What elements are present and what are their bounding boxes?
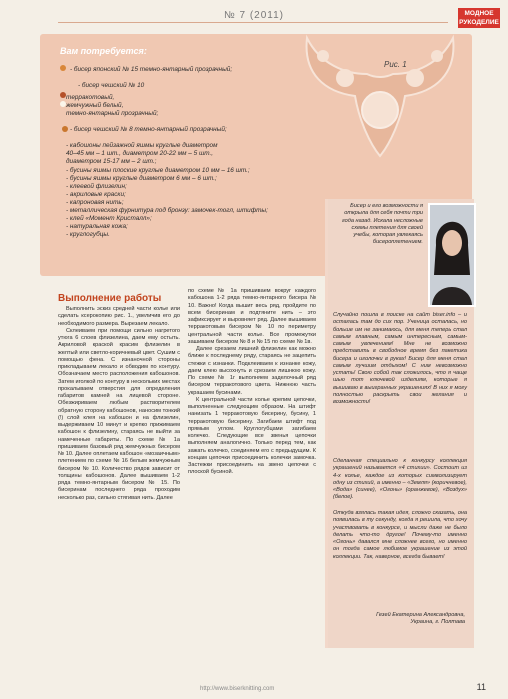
- bead-swatch: [60, 92, 66, 98]
- materials-item: - акриловые краски;: [66, 191, 126, 198]
- bead-swatch: [60, 101, 66, 107]
- sidebar-intro: Бисер и его возможности я открыла для себя почти три года назад. Искала несложные схемы плетения для своей учебы, которая увлекаясь бисероплетением.: [341, 203, 423, 246]
- text-column-2: [188, 288, 316, 477]
- magazine-logo: [458, 8, 500, 28]
- col2-para: Далее срезаем лишний флизелин как можно ближе к последнему ряду, стараясь не зацепить стежки с изнанки. Подклеиваем к изнанке кожу, даем клею высохнуть и срезаем лишнюю кожу. По схеме № 1г выполняем заделочный ряд бисером терракотового цвета. Нижнюю часть украшаем бусинами.: [188, 346, 316, 396]
- bead-swatch: [60, 65, 66, 71]
- materials-item: - клей «Момент Кристалл»;: [66, 215, 152, 222]
- materials-item: - клеевой флизелин;: [66, 183, 127, 190]
- logo-line2: РУКОДЕЛИЕ: [459, 19, 499, 26]
- materials-item: - бисер чешский № 8 темно-янтарный прозрачный;: [70, 126, 227, 133]
- author-place: Украина, г. Полтава: [410, 619, 465, 626]
- materials-title: Вам потребуется:: [60, 46, 147, 56]
- header-divider: [58, 22, 448, 23]
- col2-para: К центральной части колье крепим цепочки, выполненные следующим образом. На штифт нанизать 1 терракотовую бисерину, бусину, 1 терракотовую бисерину. Загибаем штифт под прямым углом. Круглогубцами загибаем колечко. Следующие все звенья цепочки выполняем аналогично. Только перед тем, как зажать колечко, соединяем его с предыдущим. К концам цепочки присоединить колечки замочка. Застежки присоединить на звено цепочки с плоской бусиной.: [188, 396, 316, 476]
- sidebar-para: Сделанная специально к конкурсу коллекция украшений называется «4 стихии». Состоит из 4-х колье, каждое из которых символизирует одну из стихий, а именно – «Земля» (коричневое), «Вода» (синее), «Огонь» (оранжевое), «Воздух» (белое).: [333, 458, 467, 501]
- materials-item: - бисер чешский № 10: [78, 82, 145, 89]
- col2-para: по схеме № 1а пришиваем вокруг каждого кабошона 1-2 ряда темно-янтарного бисера № 10. Важно! Когда вышит весь ряд, пройдите по всем бисеринам и подтяните нить – это зафиксирует и выровняет ряд. Далее вышиваем терракотовым бисером № 10 по периметру центральной части колье. Все промежутки зашиваем бисером № 8 и № 15 по схеме № 1в.: [188, 288, 316, 345]
- author-credit: [333, 612, 465, 627]
- materials-item: - металлическая фурнитура под бронзу: замочек-тогл, штифты;: [66, 207, 268, 214]
- materials-item: темно-янтарный прозрачный;: [66, 110, 159, 117]
- issue-number: № 7 (2011): [223, 10, 284, 21]
- author-name: Гезей Екатерина Александровна,: [376, 612, 465, 618]
- materials-item: 40–45 мм – 1 шт., диаметром 20-22 мм – 5 шт.,: [66, 150, 214, 157]
- footer-url: http://www.biserknitting.com: [200, 686, 275, 692]
- bead-swatch: [62, 126, 68, 132]
- materials-item: - бусины яшмы круглые диаметром 6 мм – 6 шт.;: [66, 175, 217, 182]
- col1-para: Склеиваем при помощи сильно нагретого утюга 6 слоев флизелина, даем ему остыть. Акриловой краской красим флизелин в желтый или светло-коричневый цвет. Сушим с помощью фена. С изнаночной стороны прикладываем лекало и обводим по контуру. Обозначаем место расположения кабошонов. Затем иголкой по контуру в нескольких местах прокалываем отверстия для определения габаритов камней на лицевой стороне. Обезжириваем любым растворителем обратную сторону кабошонов, наносим тонкий (!) слой клея на кабошон и на флизелин, выдерживаем 10 минут и крепко прижимаем кабошон к флизелину, стараясь не выйти за намеченные габариты. По схеме № 1а пришиваем базовый ряд жемчужных бисером № 10. Далее оплетаем кабошон «мозаичным» плетением по схеме № 16 белым жемчужным бисером № 10. Количество рядов зависит от толщины кабошонов. Далее вышиваем 1-2 ряда темно-янтарным бисером № 15. По бисеринам последнего ряда проходим несколько раз, сильно стягивая нить. Далее: [58, 327, 180, 501]
- materials-item: - бусины яшмы плоские круглые диаметром 10 мм – 16 шт.;: [66, 167, 250, 174]
- sidebar-para: Случайно пошла в поиске на сайт biser.info – и осталась там до сих пор. Ученица осталась, но больше им не занимаюсь, для меня теперь стал самым главным, самым интересным, самым-самым увлечением! Мне не возможно представить в свободное время без пакетика бисера и иголочки в руках! Бисер для меня стал самым лучшим отдыхом! С ним невозможно устать! Свою собой так сложилось, что я чаще шью тот ключевой изделиям, которые я вышиваю в выигранных украшениях! В них я могу полностью раскрыть свои желания и возможности!: [333, 312, 467, 405]
- materials-item: - бисер японский № 15 темно-янтарный прозрачный;: [70, 66, 233, 73]
- materials-item: - натуральная кожа;: [66, 223, 128, 230]
- section-title: Выполнение работы: [58, 293, 162, 304]
- materials-item: терракотовый,: [66, 94, 115, 101]
- page-number: 11: [476, 682, 486, 692]
- materials-item: - круглогубцы.: [66, 231, 110, 238]
- text-column-1: [58, 306, 180, 502]
- necklace-illustration: [285, 34, 475, 159]
- figure-caption: Рис. 1: [384, 60, 407, 69]
- materials-item: - капроновая нить;: [66, 199, 124, 206]
- author-photo: [428, 203, 476, 307]
- materials-item: диаметром 15-17 мм – 2 шт.;: [66, 158, 157, 165]
- sidebar-para: Откуда взялась такая идея, сложно сказать, она появилась в ту секунду, когда я решила, что хочу участвовать в конкурсе, и мысли даже не было делать что-то другое! Почему-то именно «Огонь» давался мне сложнее всего, но именно он тогда самое любимое украшение из этой коллекции. Так, наверное, всегда бывает!: [333, 510, 467, 560]
- logo-line1: МОДНОЕ: [464, 10, 494, 17]
- col1-para: Выполнить эскиз средней части колье или сделать ксерокопию рис. 1., увеличив его до необходимого размера. Вырезаем лекало.: [58, 306, 180, 327]
- materials-item: жемчужный белый,: [66, 102, 124, 109]
- materials-item: - кабошоны пейзажной яшмы круглые диаметром: [66, 142, 218, 149]
